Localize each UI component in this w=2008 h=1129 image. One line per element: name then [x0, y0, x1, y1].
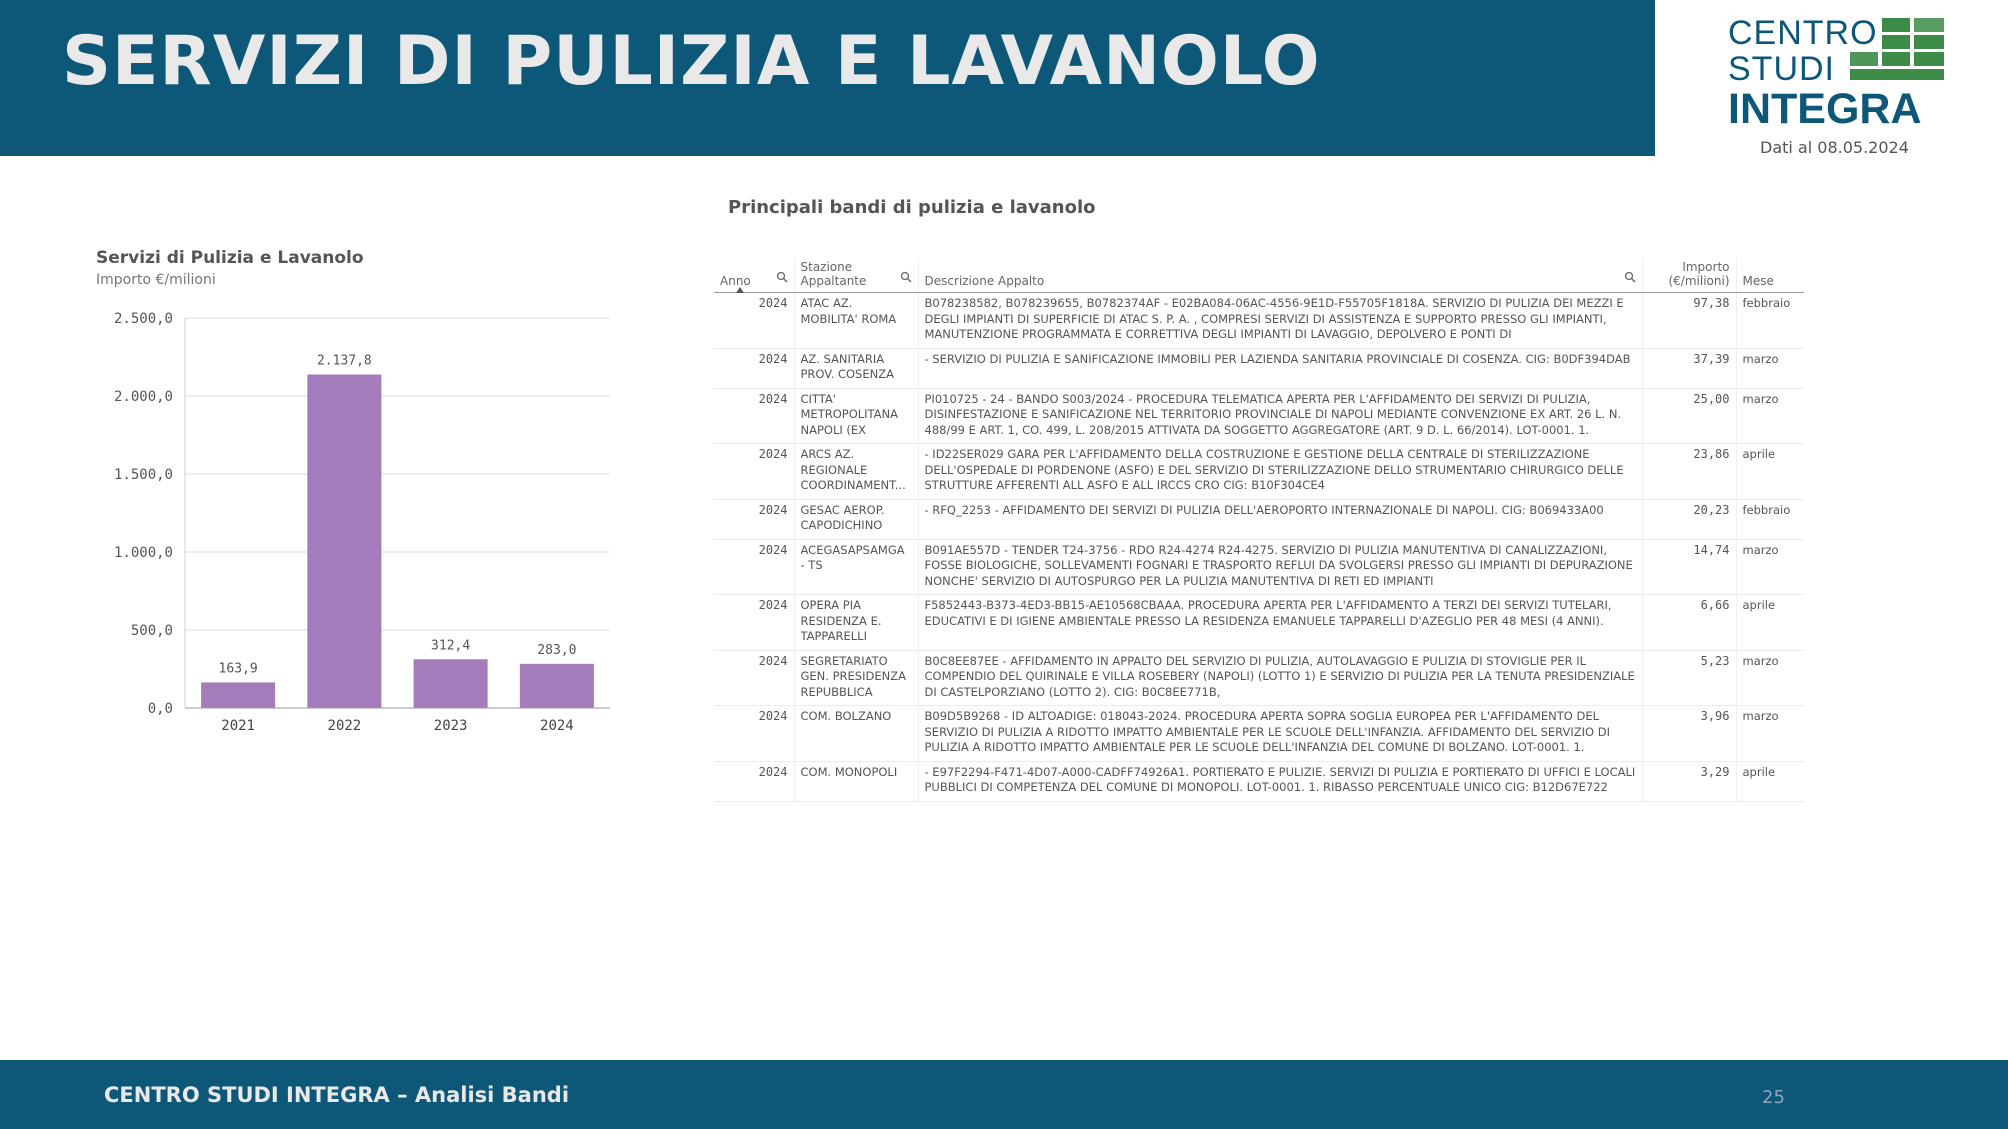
footer-text: CENTRO STUDI INTEGRA – Analisi Bandi	[104, 1083, 570, 1107]
chart-subtitle: Importo €/milioni	[96, 272, 216, 288]
cell-stazione	[794, 595, 918, 651]
cell-mese	[1736, 293, 1804, 349]
cell-descrizione-text: F5852443-B373-4ED3-BB15-AE10568CBAAA. PROCEDURA APERTA PER L'AFFIDAMENTO A TERZI DEI SERVIZI TUTELARI, EDUCATIVI E DI IGIENE AMBIENTALE PRESSO LA RESIDENZA EMANUELE TAPPARELLI D'AZEGLIO PER 48 MESI (4 ANNI).	[924, 598, 1612, 628]
cell-stazione-text: ACEGASAPSAMGA - TS	[800, 542, 905, 572]
cell-descrizione-text: B078238582, B078239655, B0782374AF - E02BA084-06AC-4556-9E1D-F55705F1818A. SERVIZIO DI PULIZIA DEI MEZZI E DEGLI IMPIANTI DI SUPERFICIE DI ATAC S. P. A. , COMPRESI SERVIZI DI ASSISTENZA E SUPPORTO PRESSO GLI IMPIANTI, MANUTENZIONE PROGRAMMATA E CORRETTIVA DEGLI IMPIANTI DI LAVAGGIO, DEPOLVERO E PONTI DI	[924, 296, 1624, 341]
cell-importo-text: 14,74	[1693, 542, 1730, 557]
bar	[520, 664, 594, 708]
cell-stazione-text: COM. MONOPOLI	[800, 764, 898, 779]
cell-stazione	[794, 650, 918, 706]
y-tick-label: 500,0	[130, 623, 173, 639]
cell-descrizione-text: PI010725 - 24 - BANDO S003/2024 - PROCEDURA TELEMATICA APERTA PER L'AFFIDAMENTO DEI SERVIZI DI PULIZIA, DISINFESTAZIONE E SANIFICAZIONE NEL TERRITORIO PROVINCIALE DI NAPOLI MEDIANTE CONVENZIONE EX ART. 26 L. N. 488/99 E ART. 1, CO. 499, L. 208/2015 ATTIVATA DA SOGGETTO AGGREGATORE (ART. 9 D. L. 66/2014). LOT-0001. 1.	[924, 391, 1622, 437]
bar	[307, 375, 381, 708]
search-icon[interactable]	[900, 271, 912, 286]
cell-mese	[1736, 595, 1804, 651]
cell-descrizione	[918, 595, 1642, 651]
table-row[interactable]	[714, 761, 1804, 801]
cell-mese	[1736, 761, 1804, 801]
table-row[interactable]	[714, 388, 1804, 444]
cell-descrizione	[918, 650, 1642, 706]
cell-anno-text: 2024	[758, 502, 788, 517]
cell-anno-text: 2024	[758, 598, 788, 612]
cell-anno-text: 2024	[758, 542, 788, 557]
cell-stazione-text: ATAC AZ. MOBILITA' ROMA	[800, 296, 897, 326]
cell-stazione	[794, 499, 918, 539]
cell-descrizione	[918, 761, 1642, 801]
cell-anno	[714, 293, 794, 349]
cell-importo-text: 25,00	[1693, 391, 1730, 406]
cell-descrizione-text: - ID22SER029 GARA PER L'AFFIDAMENTO DELLA COSTRUZIONE E GESTIONE DELLA CENTRALE DI STERILIZZAZIONE DELL'OSPEDALE DI PORDENONE (ASFO) E DEL SERVIZIO DI STERILIZZAZIONE DELLO STRUMENTARIO CHIRURGICO DELLE STRUTTURE AFFERENTI ALL ASFO E ALL IRCCS CRO CIG: B10F304CE4	[924, 447, 1624, 492]
cell-stazione	[794, 706, 918, 762]
column-header-importo[interactable]	[1642, 258, 1736, 293]
cell-importo	[1642, 650, 1736, 706]
table-row[interactable]	[714, 348, 1804, 388]
bar	[414, 659, 488, 708]
cell-importo	[1642, 706, 1736, 762]
cell-mese-text: marzo	[1742, 351, 1779, 366]
cell-anno-text: 2024	[758, 351, 788, 366]
cell-stazione	[794, 293, 918, 349]
column-header-mese[interactable]	[1736, 258, 1804, 293]
logo-word-integra: INTEGRA	[1728, 85, 1922, 133]
cell-descrizione-text: B09D5B9268 - ID ALTOADIGE: 018043-2024. PROCEDURA APERTA SOPRA SOGLIA EUROPEA PER L'AFFIDAMENTO DEL SERVIZIO DI PULIZIA A RIDOTTO IMPATTO AMBIENTALE PER LE SCUOLE DELL'INFANZIA. AFFIDAMENTO DEL SERVIZIO DI PULIZIA A RIDOTTO IMPATTO AMBIENTALE PER LE SCUOLE DELL'INFANZIA DEL COMUNE DI BOLZANO. LOT-0001. 1.	[924, 709, 1610, 754]
page-title: SERVIZI DI PULIZIA E LAVANOLO	[62, 22, 1321, 101]
cell-descrizione	[918, 706, 1642, 762]
data-label: 2.137,8	[316, 353, 372, 369]
cell-importo	[1642, 499, 1736, 539]
cell-stazione-text: SEGRETARIATO GEN. PRESIDENZA REPUBBLICA	[800, 653, 906, 699]
table-header-row	[714, 258, 1804, 293]
column-label-mese: Mese	[1742, 274, 1774, 288]
cell-anno-text: 2024	[758, 447, 788, 461]
cell-mese-text: febbraio	[1742, 296, 1791, 310]
cell-stazione	[794, 388, 918, 444]
column-header-stazione[interactable]	[794, 258, 918, 293]
cell-anno	[714, 499, 794, 539]
cell-importo-text: 6,66	[1700, 598, 1730, 612]
cell-descrizione	[918, 348, 1642, 388]
cell-anno	[714, 348, 794, 388]
page-number: 25	[1762, 1087, 1785, 1108]
cell-descrizione-text: - RFQ_2253 - AFFIDAMENTO DEI SERVIZI DI PULIZIA DELL'AEROPORTO INTERNAZIONALE DI NAPOLI. CIG: B069433A00	[924, 502, 1604, 517]
table-row[interactable]	[714, 706, 1804, 762]
cell-mese-text: marzo	[1742, 542, 1779, 557]
table-row[interactable]	[714, 499, 1804, 539]
cell-anno	[714, 706, 794, 762]
bar	[201, 682, 275, 708]
column-label-stazione: Stazione Appaltante	[800, 260, 867, 288]
cell-mese	[1736, 444, 1804, 500]
cell-stazione-text: CITTA' METROPOLITANA NAPOLI (EX	[800, 391, 899, 437]
y-tick-label: 2.000,0	[113, 389, 173, 405]
logo	[1725, 14, 1955, 134]
cell-stazione-text: AZ. SANITARIA PROV. COSENZA	[800, 351, 894, 381]
cell-importo-text: 37,39	[1693, 351, 1730, 366]
cell-anno	[714, 388, 794, 444]
bandi-table	[714, 258, 1804, 802]
cell-mese	[1736, 706, 1804, 762]
cell-descrizione-text: - SERVIZIO DI PULIZIA E SANIFICAZIONE IMMOBILI PER LAZIENDA SANITARIA PROVINCIALE DI COSENZA. CIG: B0DF394DAB	[924, 351, 1631, 366]
cell-importo	[1642, 348, 1736, 388]
cell-anno	[714, 539, 794, 595]
cell-descrizione	[918, 388, 1642, 444]
cell-stazione-text: ARCS AZ. REGIONALE COORDINAMENT...	[800, 447, 906, 492]
cell-descrizione	[918, 499, 1642, 539]
data-label: 312,4	[431, 638, 471, 654]
data-date-label: Dati al 08.05.2024	[1760, 138, 1909, 157]
cell-stazione	[794, 761, 918, 801]
cell-anno-text: 2024	[758, 653, 788, 668]
cell-importo-text: 3,96	[1700, 709, 1730, 723]
cell-mese	[1736, 539, 1804, 595]
cell-mese-text: aprile	[1742, 764, 1776, 779]
bar-chart	[90, 290, 620, 740]
column-header-descrizione[interactable]	[918, 258, 1642, 293]
cell-importo-text: 5,23	[1700, 653, 1730, 668]
y-tick-label: 1.500,0	[113, 467, 173, 483]
cell-anno-text: 2024	[758, 764, 788, 779]
cell-mese-text: aprile	[1742, 598, 1776, 612]
cell-importo	[1642, 761, 1736, 801]
cell-descrizione-text: B0C8EE87EE - AFFIDAMENTO IN APPALTO DEL SERVIZIO DI PULIZIA, AUTOLAVAGGIO E PULIZIA DI STOVIGLIE PER IL COMPENDIO DEL QUIRINALE E VILLA ROSEBERY (NAPOLI) (LOTTO 1) E SERVIZIO DI PULIZIA PER LA TENUTA PRESIDENZIALE DI CASTELPORZIANO (LOTTO 2). CIG: B0C8EE771B,	[924, 653, 1635, 699]
cell-importo-text: 20,23	[1693, 502, 1730, 517]
cell-anno	[714, 650, 794, 706]
cell-mese	[1736, 499, 1804, 539]
cell-importo	[1642, 388, 1736, 444]
cell-anno	[714, 444, 794, 500]
search-icon[interactable]	[1624, 271, 1636, 286]
cell-anno	[714, 761, 794, 801]
cell-importo-text: 97,38	[1693, 296, 1730, 310]
cell-importo	[1642, 595, 1736, 651]
search-icon[interactable]	[776, 271, 788, 286]
table-row[interactable]	[714, 650, 1804, 706]
x-tick-label: 2023	[433, 718, 468, 734]
cell-importo	[1642, 444, 1736, 500]
column-header-anno[interactable]	[714, 258, 794, 293]
column-label-importo: Importo (€/milioni)	[1668, 260, 1730, 288]
cell-anno	[714, 595, 794, 651]
column-label-anno: Anno	[720, 274, 751, 288]
sort-ascending-icon	[736, 287, 744, 293]
logo-word-centro: CENTRO	[1728, 14, 1878, 52]
cell-descrizione-text: B091AE557D - TENDER T24-3756 - RDO R24-4274 R24-4275. SERVIZIO DI PULIZIA MANUTENTIVA DI CANALIZZAZIONI, FOSSE BIOLOGICHE, SOLLEVAMENTI FOGNARI E TRASPORTO REFLUI DA SVOLGERSI PRESSO GLI IMPIANTI DI DEPURAZIONE NONCHE' SERVIZIO DI AUTOSPURGO PER LA PULIZIA MANUTENTIVA DI RETI ED IMPIANTI	[924, 542, 1633, 588]
cell-mese	[1736, 348, 1804, 388]
cell-mese-text: aprile	[1742, 447, 1776, 461]
cell-mese	[1736, 388, 1804, 444]
cell-stazione	[794, 444, 918, 500]
table-row[interactable]	[714, 539, 1804, 595]
cell-mese-text: marzo	[1742, 391, 1779, 406]
cell-importo	[1642, 539, 1736, 595]
cell-mese-text: marzo	[1742, 653, 1779, 668]
cell-descrizione	[918, 444, 1642, 500]
x-tick-label: 2021	[221, 718, 255, 734]
x-tick-label: 2022	[327, 718, 362, 734]
logo-word-studi: STUDI	[1728, 50, 1835, 88]
cell-anno-text: 2024	[758, 296, 788, 310]
cell-stazione-text: GESAC AEROP. CAPODICHINO	[800, 502, 885, 532]
chart-title: Servizi di Pulizia e Lavanolo	[96, 248, 364, 268]
y-tick-label: 0,0	[147, 701, 173, 717]
cell-importo-text: 23,86	[1693, 447, 1730, 461]
cell-anno-text: 2024	[758, 391, 788, 406]
cell-stazione	[794, 539, 918, 595]
table-row[interactable]	[714, 595, 1804, 651]
cell-descrizione-text: - E97F2294-F471-4D07-A000-CADFF74926A1. PORTIERATO E PULIZIE. SERVIZI DI PULIZIA E PORTIERATO DI UFFICI E LOCALI PUBBLICI DI COMPETENZA DEL COMUNE DI MONOPOLI. LOT-0001. 1. RIBASSO PERCENTUALE UNICO CIG: B12D67E722	[924, 764, 1636, 794]
table-heading: Principali bandi di pulizia e lavanolo	[728, 197, 1096, 218]
cell-mese	[1736, 650, 1804, 706]
table-row[interactable]	[714, 293, 1804, 349]
y-tick-label: 2.500,0	[113, 311, 173, 327]
cell-descrizione	[918, 293, 1642, 349]
cell-stazione	[794, 348, 918, 388]
cell-importo	[1642, 293, 1736, 349]
cell-descrizione	[918, 539, 1642, 595]
cell-mese-text: febbraio	[1742, 502, 1791, 517]
x-tick-label: 2024	[540, 718, 574, 734]
cell-stazione-text: OPERA PIA RESIDENZA E. TAPPARELLI	[800, 598, 882, 643]
logo-grid-icon	[1850, 18, 1945, 80]
cell-stazione-text: COM. BOLZANO	[800, 709, 892, 723]
column-label-descrizione: Descrizione Appalto	[924, 274, 1045, 288]
data-label: 283,0	[537, 642, 577, 658]
table-row[interactable]	[714, 444, 1804, 500]
cell-anno-text: 2024	[758, 709, 788, 723]
y-tick-label: 1.000,0	[113, 545, 173, 561]
cell-mese-text: marzo	[1742, 709, 1779, 723]
cell-importo-text: 3,29	[1700, 764, 1730, 779]
data-label: 163,9	[218, 661, 258, 677]
